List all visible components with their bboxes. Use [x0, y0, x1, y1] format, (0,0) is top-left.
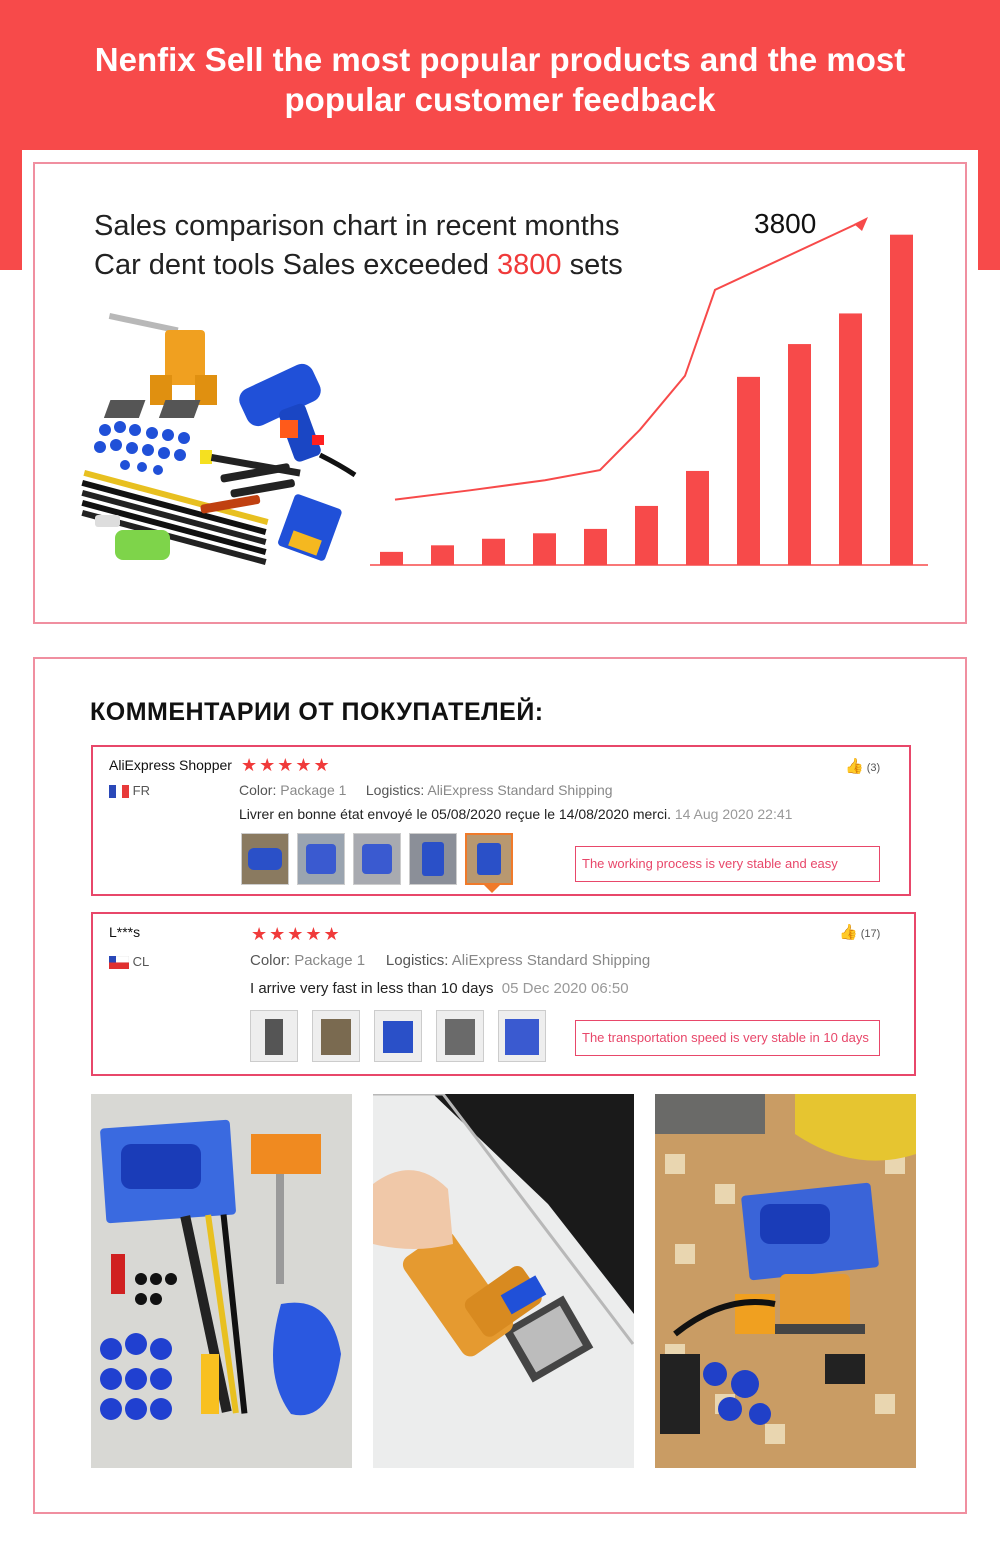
review-photo-thumb[interactable] [374, 1010, 422, 1062]
review-photos [250, 1010, 546, 1062]
logistics-value: AliExpress Standard Shipping [427, 782, 613, 798]
review-card [91, 745, 911, 896]
review-text: Livrer en bonne état envoyé le 05/08/2020 reçue le 14/08/2020 merci. [239, 806, 671, 822]
chart-bar [584, 529, 607, 565]
sales-subheading-prefix: Car dent tools Sales exceeded [94, 249, 498, 281]
order-meta [250, 952, 650, 969]
review-photo-thumb-selected[interactable] [465, 833, 513, 885]
review-photos [241, 833, 513, 885]
like-button[interactable] [845, 757, 880, 775]
review-text-line [250, 980, 629, 997]
color-label: Color: [239, 782, 277, 798]
like-button[interactable] [839, 923, 880, 941]
reviewer-name: L***s [109, 924, 141, 940]
chart-bar [890, 235, 913, 565]
chart-bar [482, 539, 505, 565]
chile-flag-icon [109, 956, 129, 969]
review-photo-thumb[interactable] [353, 833, 401, 885]
order-meta [239, 782, 613, 798]
review-photo-thumb[interactable] [297, 833, 345, 885]
page-title: Nenfix Sell the most popular products and the most popular customer feedback [94, 41, 906, 118]
chart-bar [686, 471, 709, 565]
review-date: 05 Dec 2020 06:50 [501, 980, 629, 997]
review-photo-thumb[interactable] [409, 833, 457, 885]
review-text: I arrive very fast in less than 10 days [250, 980, 494, 997]
rating-stars: ★★★★★ [251, 924, 342, 944]
like-count: (17) [860, 928, 881, 940]
chart-peak-label: 3800 [754, 208, 817, 239]
thumbs-up-icon: 👍 [839, 924, 858, 941]
sales-subheading-suffix: sets [561, 249, 623, 281]
thumbs-up-icon: 👍 [845, 758, 864, 775]
color-value: Package 1 [280, 782, 347, 798]
review-photo-thumb[interactable] [312, 1010, 360, 1062]
reviewer-country [109, 954, 149, 969]
header-banner-left-edge [0, 150, 22, 270]
customer-photo-kit-unboxed [655, 1094, 916, 1468]
review-callout: The transportation speed is very stable in 10 days [575, 1020, 880, 1056]
reviewer-name: AliExpress Shopper [109, 757, 232, 773]
logistics-value: AliExpress Standard Shipping [451, 952, 651, 969]
color-label: Color: [250, 952, 291, 969]
review-photo-thumb[interactable] [498, 1010, 546, 1062]
review-photo-thumb[interactable] [436, 1010, 484, 1062]
sales-highlight-number: 3800 [497, 249, 562, 281]
sales-heading: Sales comparison chart in recent months [94, 210, 620, 242]
france-flag-icon [109, 785, 129, 798]
glue-tabs-icon [94, 421, 190, 475]
logistics-label: Logistics: [365, 782, 425, 798]
like-count: (3) [866, 762, 881, 774]
glue-gun-icon [235, 360, 355, 475]
chart-bar [839, 313, 862, 565]
chart-bar [635, 506, 658, 565]
review-callout: The working process is very stable and easy [575, 846, 880, 882]
comments-title: КОММЕНТАРИИ ОТ ПОКУПАТЕЛЕЙ: [90, 698, 544, 726]
sales-bar-chart [360, 200, 940, 580]
chart-trend-arrowhead [854, 217, 868, 231]
chart-bar [380, 552, 403, 565]
chart-bar [533, 533, 556, 565]
country-code: CL [132, 954, 150, 969]
rating-stars: ★★★★★ [241, 755, 332, 775]
review-date: 14 Aug 2020 22:41 [674, 806, 793, 822]
header-banner-right-edge [978, 150, 1000, 270]
product-kit-image [80, 305, 365, 580]
country-code: FR [132, 783, 150, 798]
dent-lifter-icon [104, 313, 217, 418]
review-text-line [239, 806, 792, 822]
review-photo-thumb[interactable] [250, 1010, 298, 1062]
chart-bar [788, 344, 811, 565]
review-card [91, 912, 916, 1076]
knockdown-pens-icon [200, 463, 295, 514]
customer-photo-car-dent-repair [373, 1094, 634, 1468]
color-value: Package 1 [294, 952, 366, 969]
scraper-icon [277, 493, 343, 562]
review-photo-thumb[interactable] [241, 833, 289, 885]
selected-photo-pointer [484, 885, 500, 893]
customer-photo-kit-flatlay [91, 1094, 352, 1468]
chart-bar [431, 545, 454, 565]
reviewer-country [109, 783, 150, 798]
logistics-label: Logistics: [385, 952, 449, 969]
chart-bar [737, 377, 760, 565]
